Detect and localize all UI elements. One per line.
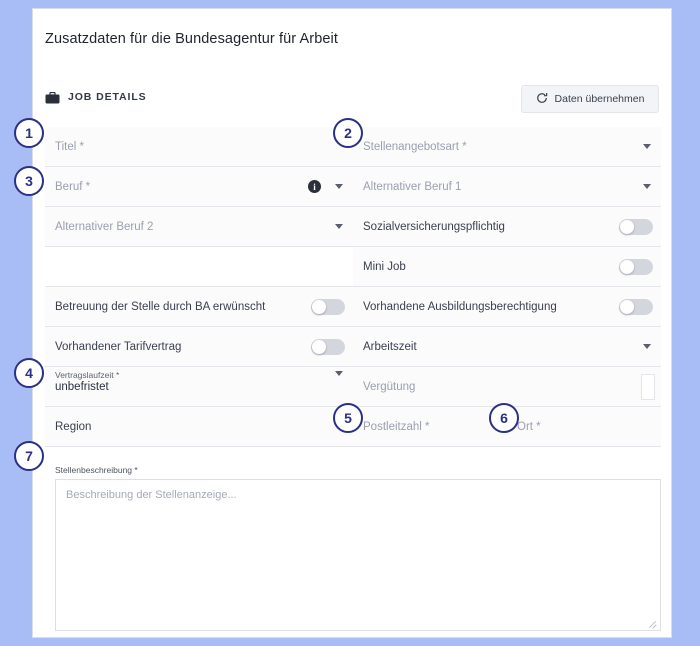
job-details-section-header bbox=[45, 91, 147, 103]
ausbildungsberechtigung-toggle[interactable] bbox=[619, 299, 653, 315]
beruf-select[interactable] bbox=[45, 167, 353, 207]
chevron-down-icon bbox=[643, 344, 651, 349]
ort-field[interactable] bbox=[507, 407, 661, 447]
titel-field[interactable] bbox=[45, 127, 353, 167]
job-details-form bbox=[45, 127, 661, 631]
tarifvertrag-label: Vorhandener Tarifvertrag bbox=[55, 340, 182, 353]
verguetung-stepper[interactable] bbox=[641, 374, 655, 400]
vertragslaufzeit-label: Vertragslaufzeit * bbox=[55, 370, 120, 380]
ausbildungsberechtigung-label: Vorhandene Ausbildungsberechtigung bbox=[363, 300, 557, 313]
postleitzahl-field[interactable] bbox=[353, 407, 507, 447]
ort-label: Ort * bbox=[517, 420, 541, 433]
stellenangebotsart-label: Stellenangebotsart * bbox=[363, 140, 467, 153]
briefcase-icon bbox=[45, 91, 60, 103]
form-row-3 bbox=[45, 207, 661, 247]
daten-uebernehmen-label: Daten übernehmen bbox=[554, 93, 645, 105]
stellenbeschreibung-label: Stellenbeschreibung * bbox=[55, 465, 138, 475]
annotation-marker-2: 2 bbox=[333, 118, 363, 148]
verguetung-field[interactable] bbox=[353, 367, 661, 407]
form-row-4 bbox=[45, 247, 661, 287]
betreuung-label: Betreuung der Stelle durch BA erwünscht bbox=[55, 300, 266, 313]
page-title: Zusatzdaten für die Bundesagentur für Arbeit bbox=[45, 31, 338, 47]
spacer-cell bbox=[45, 247, 353, 287]
vertragslaufzeit-value: unbefristet bbox=[55, 381, 109, 394]
chevron-down-icon bbox=[643, 184, 651, 189]
alternativer-beruf-2-label: Alternativer Beruf 2 bbox=[55, 220, 154, 233]
alternativer-beruf-1-select[interactable] bbox=[353, 167, 661, 207]
mini-job-toggle[interactable] bbox=[619, 259, 653, 275]
postleitzahl-label: Postleitzahl * bbox=[363, 420, 430, 433]
betreuung-row[interactable] bbox=[45, 287, 353, 327]
annotation-marker-3: 3 bbox=[14, 166, 44, 196]
job-details-label: JOB DETAILS bbox=[68, 91, 147, 103]
refresh-icon bbox=[536, 92, 548, 107]
alternativer-beruf-2-select[interactable] bbox=[45, 207, 353, 247]
chevron-down-icon bbox=[335, 224, 343, 229]
region-label: Region bbox=[55, 420, 92, 433]
sozialversicherungspflichtig-toggle[interactable] bbox=[619, 219, 653, 235]
titel-label: Titel * bbox=[55, 140, 84, 153]
stellenbeschreibung-textarea[interactable] bbox=[55, 479, 661, 631]
tarifvertrag-toggle[interactable] bbox=[311, 339, 345, 355]
annotation-marker-1: 1 bbox=[14, 118, 44, 148]
mini-job-label: Mini Job bbox=[363, 260, 406, 273]
zusatzdaten-card bbox=[32, 8, 672, 638]
form-row-2 bbox=[45, 167, 661, 207]
form-row-7 bbox=[45, 367, 661, 407]
stellenbeschreibung-group bbox=[45, 465, 661, 631]
tarifvertrag-row[interactable] bbox=[45, 327, 353, 367]
sozialversicherungspflichtig-label: Sozialversicherungspflichtig bbox=[363, 220, 505, 233]
verguetung-label: Vergütung bbox=[363, 380, 416, 393]
alternativer-beruf-1-label: Alternativer Beruf 1 bbox=[363, 180, 462, 193]
chevron-down-icon bbox=[335, 371, 343, 376]
annotation-marker-7: 7 bbox=[14, 441, 44, 471]
annotation-marker-4: 4 bbox=[14, 358, 44, 388]
annotation-marker-6: 6 bbox=[489, 403, 519, 433]
resize-handle-icon[interactable] bbox=[648, 618, 658, 628]
chevron-down-icon bbox=[643, 144, 651, 149]
ausbildungsberechtigung-row[interactable] bbox=[353, 287, 661, 327]
sozialversicherungspflichtig-row[interactable] bbox=[353, 207, 661, 247]
stellenbeschreibung-placeholder: Beschreibung der Stellenanzeige... bbox=[66, 489, 237, 501]
arbeitszeit-select[interactable] bbox=[353, 327, 661, 367]
mini-job-row[interactable] bbox=[353, 247, 661, 287]
vertragslaufzeit-select[interactable] bbox=[45, 367, 353, 407]
form-row-6 bbox=[45, 327, 661, 367]
form-row-5 bbox=[45, 287, 661, 327]
daten-uebernehmen-button[interactable] bbox=[521, 85, 659, 113]
chevron-down-icon bbox=[335, 184, 343, 189]
info-icon[interactable]: i bbox=[308, 180, 321, 193]
annotation-marker-5: 5 bbox=[333, 403, 363, 433]
arbeitszeit-label: Arbeitszeit bbox=[363, 340, 417, 353]
region-field[interactable] bbox=[45, 407, 353, 447]
stellenangebotsart-select[interactable] bbox=[353, 127, 661, 167]
beruf-label: Beruf * bbox=[55, 180, 91, 193]
betreuung-toggle[interactable] bbox=[311, 299, 345, 315]
